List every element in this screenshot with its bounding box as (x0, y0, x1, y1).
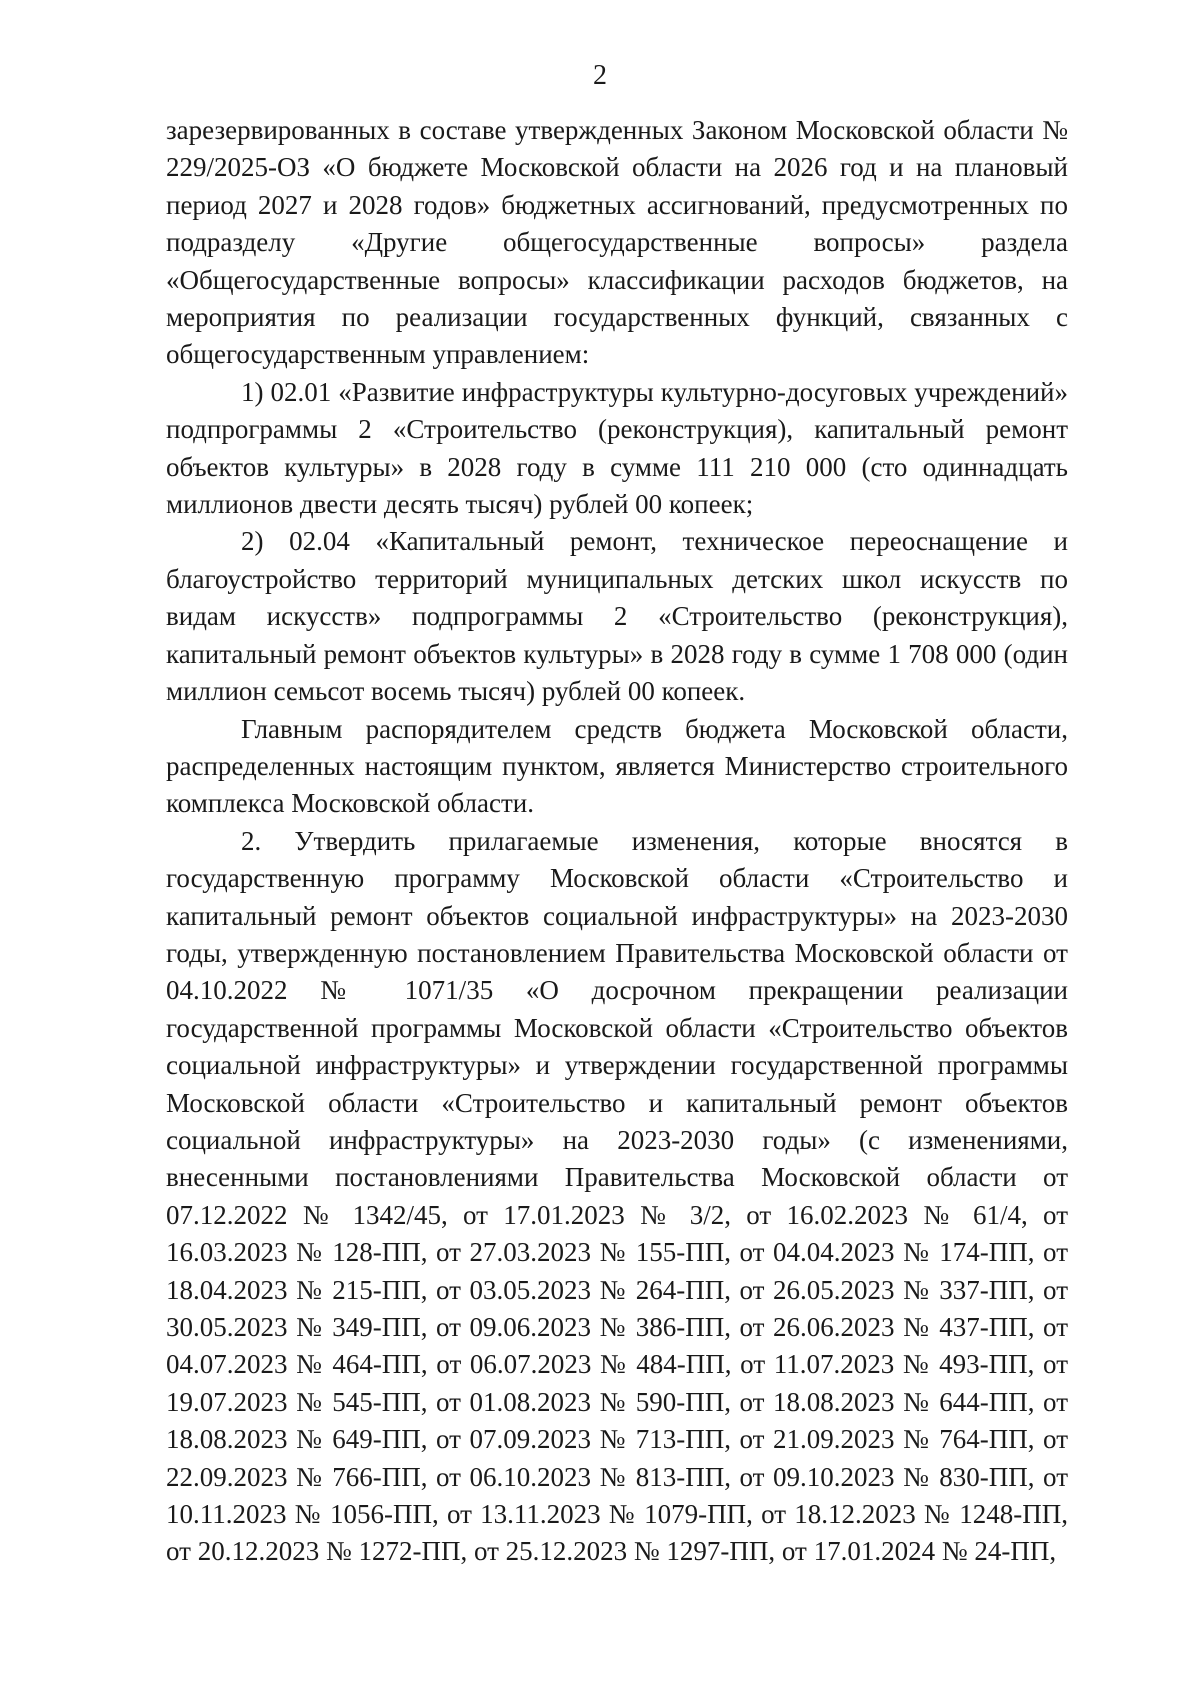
paragraph-reserved-allocations: зарезервированных в составе утвержденных Законом Московской области № 229/2025-ОЗ «О бюджете Московской области на 2026 год и на плановый период 2027 и 2028 годов» бюджетных ассигнований, предусмотренных по подразделу «Другие общегосударственные вопросы» раздела «Общегосударственные вопросы» классификации расходов бюджетов, на мероприятия по реализации государственных функций, связанных с общегосударственным управлением: (166, 115, 1068, 370)
paragraph-main-administrator: Главным распорядителем средств бюджета Московской области, распределенных настоящим пунктом, является Министерство строительного комплекса Московской области. (166, 713, 1068, 819)
paragraph-approve-changes: 2. Утвердить прилагаемые изменения, которые вносятся в государственную программу Московской области «Строительство и капитальный ремонт объектов социальной инфраструктуры» на 2023-2030 годы, утвержденную постановлением Правительства Московской области от 04.10.2022 № 1071/35 «О досрочном прекращении реализации государственной программы Московской области «Строительство объектов социальной инфраструктуры» и утверждении государственной программы Московской области «Строительство и капитальный ремонт объектов социальной инфраструктуры» на 2023-2030 годы» (с изменениями, внесенными постановлениями Правительства Московской области от 07.12.2022 № 1342/45, от 17.01.2023 № 3/2, от 16.02.2023 № 61/4, от 16.03.2023 № 128-ПП, от 27.03.2023 № 155-ПП, от 04.04.2023 № 174-ПП, от 18.04.2023 № 215-ПП, от 03.05.2023 № 264-ПП, от 26.05.2023 № 337-ПП, от 30.05.2023 № 349-ПП, от 09.06.2023 № 386-ПП, от 26.06.2023 № 437-ПП, от 04.07.2023 № 464-ПП, от 06.07.2023 № 484-ПП, от 11.07.2023 № 493-ПП, от 19.07.2023 № 545-ПП, от 01.08.2023 № 590-ПП, от 18.08.2023 № 644-ПП, от 18.08.2023 № 649-ПП, от 07.09.2023 № 713-ПП, от 21.09.2023 № 764-ПП, от 22.09.2023 № 766-ПП, от 06.10.2023 № 813-ПП, от 09.10.2023 № 830-ПП, от 10.11.2023 № 1056-ПП, от 13.11.2023 № 1079-ПП, от 18.12.2023 № 1248-ПП, от 20.12.2023 № 1272-ПП, от 25.12.2023 № 1297-ПП, от 17.01.2024 № 24-ПП, (166, 825, 1068, 1567)
page-number: 2 (593, 60, 607, 91)
document-body (166, 112, 1068, 1571)
list-item-2-art-schools: 2) 02.04 «Капитальный ремонт, техническое переоснащение и благоустройство территорий муниципальных детских школ искусств по видам искусств» подпрограммы 2 «Строительство (реконструкция), капитальный ремонт объектов культуры» в 2028 году в сумме 1 708 000 (один миллион семьсот восемь тысяч) рублей 00 копеек. (166, 526, 1068, 707)
list-item-1-culture-infrastructure: 1) 02.01 «Развитие инфраструктуры культурно-досуговых учреждений» подпрограммы 2 «Строительство (реконструкция), капитальный ремонт объектов культуры» в 2028 году в сумме 111 210 000 (сто одиннадцать миллионов двести десять тысяч) рублей 00 копеек; (166, 376, 1068, 520)
